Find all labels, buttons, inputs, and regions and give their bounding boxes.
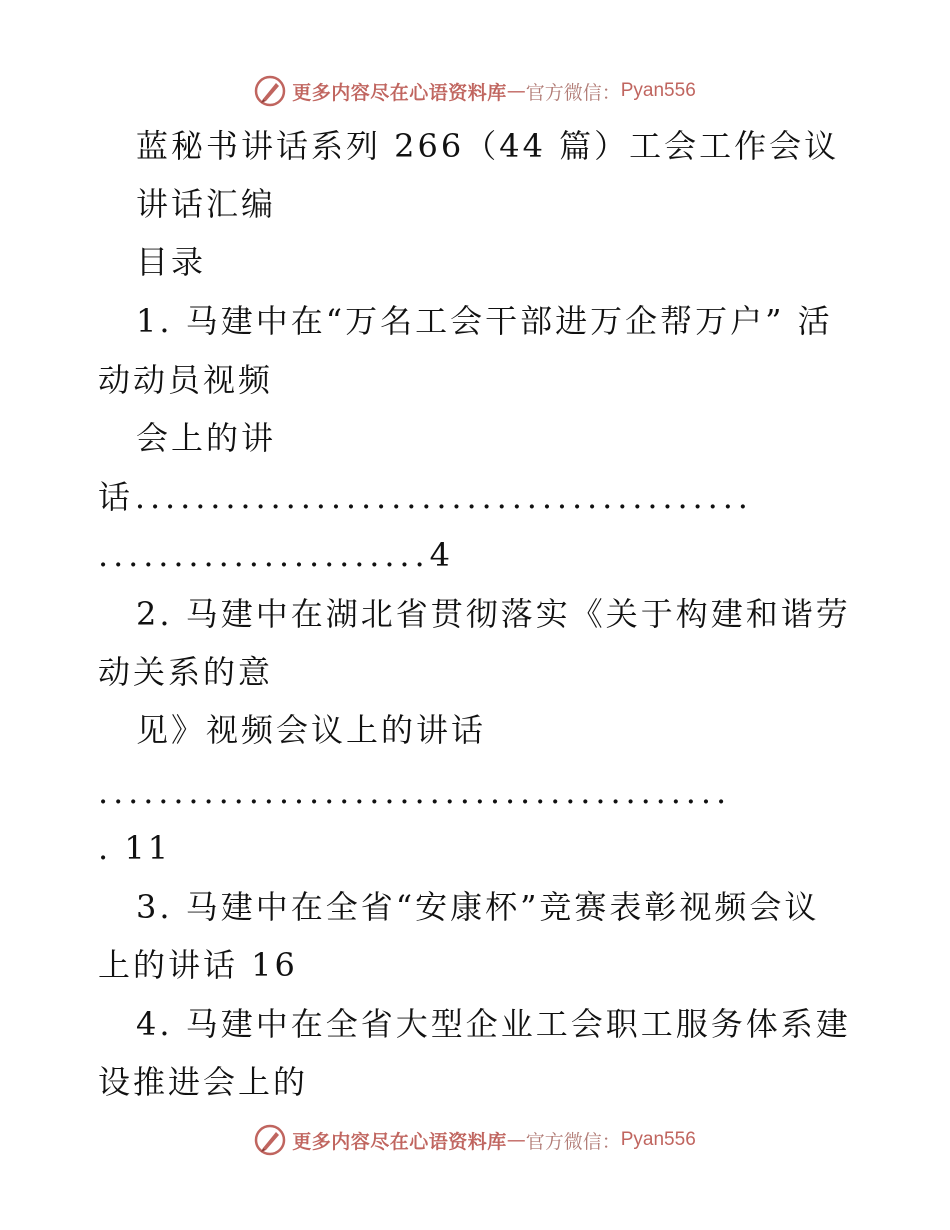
banner-wechat-id: Pyan556	[620, 80, 696, 101]
toc-entry-2-page: . 11	[98, 829, 172, 867]
toc-entry-2-line-1: 2. 马建中在湖北省贯彻落实《关于构建和谐劳	[136, 595, 851, 633]
banner-dash: —	[506, 80, 526, 102]
quill-pen-logo-icon	[254, 1124, 286, 1156]
toc-entry-1-line-2: 动动员视频	[98, 361, 274, 399]
toc-entry-4-line-2: 设推进会上的	[98, 1063, 309, 1101]
banner-wechat-label: 官方微信：	[525, 81, 621, 104]
banner-wechat-label: 官方微信：	[525, 1130, 621, 1153]
document-title-line-1: 蓝秘书讲话系列 266（44 篇）工会工作会议	[136, 127, 840, 165]
banner-wechat-id: Pyan556	[620, 1129, 696, 1150]
header-watermark-banner	[0, 71, 950, 111]
banner-dash: —	[506, 1129, 526, 1151]
toc-entry-3-line-1: 3. 马建中在全省“安康杯”竞赛表彰视频会议	[136, 888, 820, 926]
toc-entry-2-line-3: 见》视频会议上的讲话	[136, 711, 487, 749]
quill-pen-logo-icon	[254, 75, 286, 107]
toc-entry-3-line-2: 上的讲话 16	[98, 946, 298, 984]
toc-entry-1-line-3: 会上的讲	[136, 419, 277, 457]
banner-main-text: 更多内容尽在心语资料库	[292, 1130, 507, 1153]
banner-main-text: 更多内容尽在心语资料库	[292, 81, 507, 104]
toc-heading: 目录	[136, 243, 207, 281]
document-title-line-2: 讲话汇编	[136, 185, 277, 223]
footer-watermark-banner	[0, 1120, 950, 1160]
toc-entry-2-line-2: 动关系的意	[98, 653, 274, 691]
toc-entry-4-line-1: 4. 马建中在全省大型企业工会职工服务体系建	[136, 1005, 851, 1043]
toc-entry-1-page: ......................4	[98, 536, 455, 574]
toc-entry-2-leader: ..........................................	[98, 773, 732, 811]
toc-entry-1-leader: 话.........................................	[98, 478, 753, 516]
toc-entry-1-line-1: 1. 马建中在“万名工会干部进万企帮万户” 活	[136, 302, 833, 340]
